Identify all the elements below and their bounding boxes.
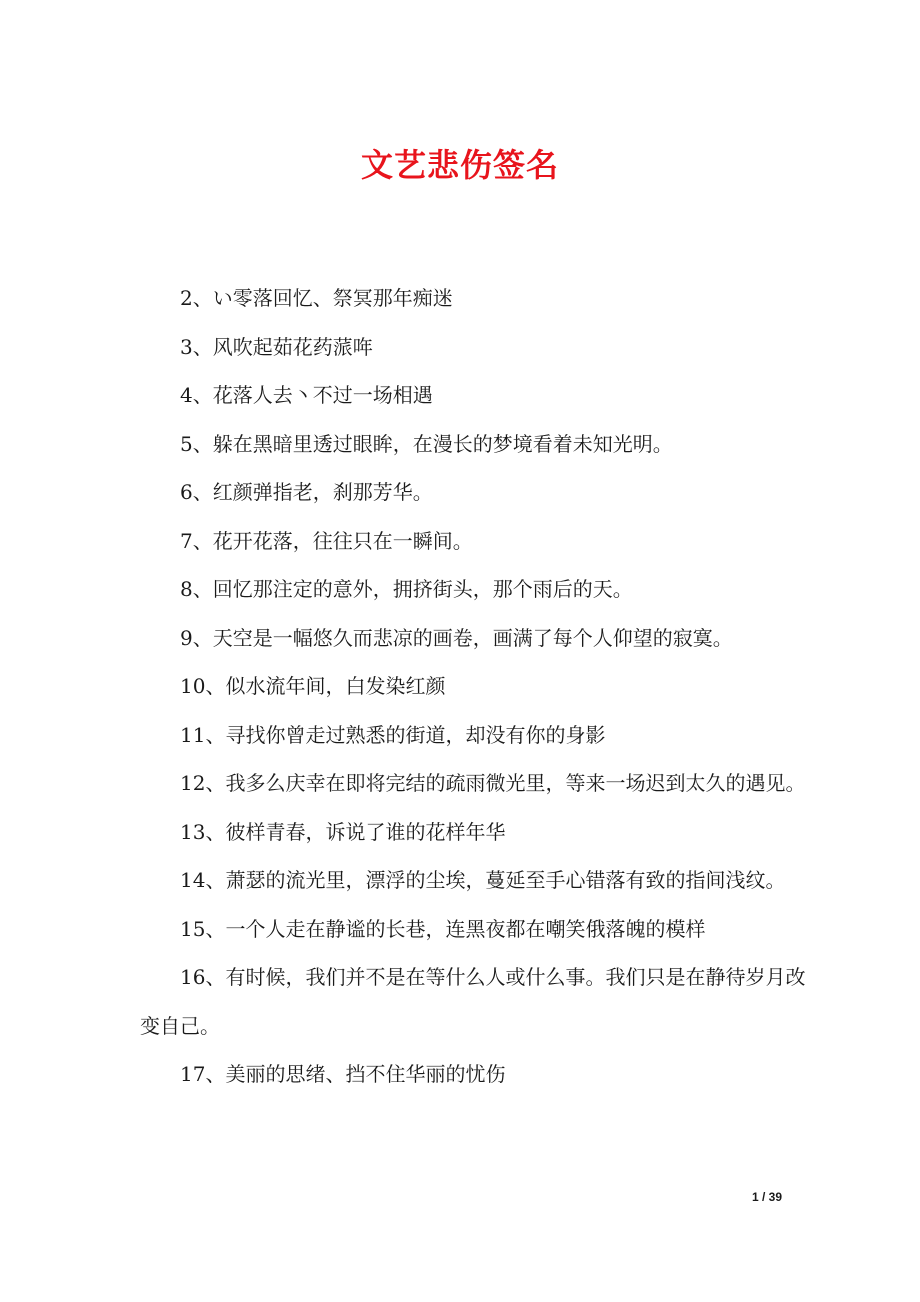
- list-item: 11、寻找你曾走过熟悉的街道，却没有你的身影: [180, 722, 606, 747]
- list-item: 12、我多么庆幸在即将完结的疏雨微光里，等来一场迟到太久的遇见。: [180, 771, 806, 795]
- list-item: 6、红颜弹指老，刹那芳华。: [180, 480, 433, 504]
- list-item: 3、风吹起茹花药蒎哖: [180, 334, 373, 359]
- list-item: 9、天空是一幅悠久而悲凉的画卷，画满了每个人仰望的寂寞。: [180, 625, 733, 650]
- document-title: 文艺悲伤签名: [360, 146, 559, 184]
- list-item: 5、躲在黑暗里透过眼眸，在漫长的梦境看着未知光明。: [180, 431, 673, 456]
- entry-list: [140, 274, 810, 1099]
- list-item: 13、彼样青春，诉说了谁的花样年华: [180, 819, 506, 844]
- page-indicator: 1 / 39: [751, 1190, 782, 1204]
- list-item: 2、い零落回忆、祭冥那年痴迷: [180, 286, 453, 310]
- list-item: 4、花落人去丶不过一场相遇: [180, 383, 433, 407]
- list-item: 7、花开花落，往往只在一瞬间。: [180, 528, 473, 553]
- list-item: 16、有时候，我们并不是在等什么人或什么事。我们只是在静待岁月改变自己。: [140, 965, 806, 1038]
- list-item: 15、一个人走在静谧的长巷，连黑夜都在嘲笑俄落魄的模样: [180, 916, 706, 941]
- list-item: 14、萧瑟的流光里，漂浮的尘埃，蔓延至手心错落有致的指间浅纹。: [180, 868, 786, 892]
- list-item: 8、回忆那注定的意外，拥挤街头，那个雨后的天。: [180, 577, 633, 601]
- list-item: 10、似水流年间，白发染红颜: [180, 674, 446, 698]
- list-item: 17、美丽的思绪、挡不住华丽的忧伤: [180, 1062, 506, 1086]
